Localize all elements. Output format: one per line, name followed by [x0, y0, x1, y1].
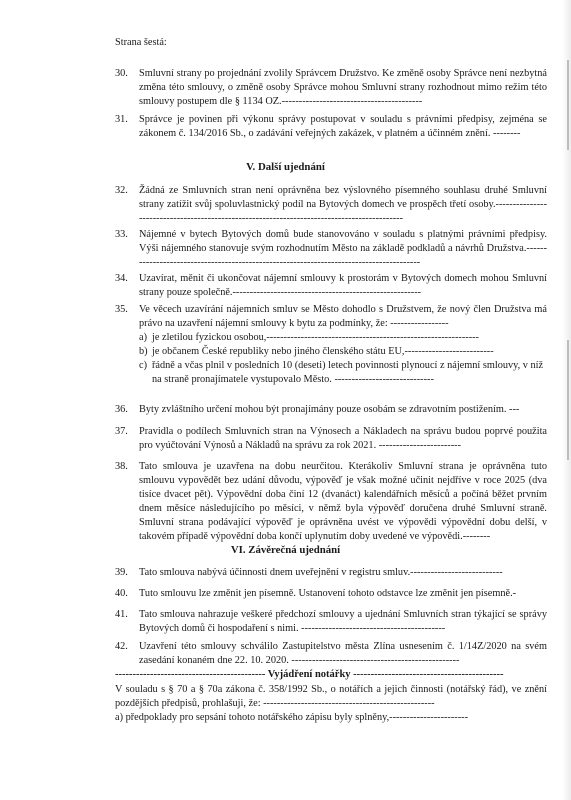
clause-text: Tato smlouva nabývá účinnosti dnem uveřejnění v registru smluv.--------------------------- — [139, 567, 503, 578]
clause-number: 37. — [115, 426, 128, 437]
clause-text: Žádná ze Smluvních stran není oprávněna bez výslovného písemného souhlasu druhé Smluvní strany zatížit svůj spoluvlastnický podíl na Bytových domech ve prospěch třetí osoby.-------------------------------------------------------------------------------------------- — [139, 185, 547, 224]
section-heading-v: V. Další ujednání — [246, 161, 325, 173]
clause-number: 32. — [115, 185, 128, 196]
clause-number: 34. — [115, 273, 128, 284]
clause-38 — [115, 460, 547, 544]
clause-36 — [115, 403, 547, 417]
clause-text: Ve věcech uzavírání nájemních smluv se Město dohodlo s Družstvem, že nový člen Družstva má právo na uzavření nájemní smlouvy k bytu za podmínky, že: ----------------- — [139, 304, 547, 329]
clause-number: 33. — [115, 229, 128, 240]
scan-edge-mark — [567, 60, 569, 150]
clause-number: 40. — [115, 588, 128, 599]
subitem-text: řádně a včas plnil v posledních 10 (deseti) letech povinnosti plynoucí z nájemní smlouvy, v níž na straně pronajímatele vystupovalo Město. ----------------------------- — [152, 360, 544, 385]
clause-text: Správce je povinen při výkonu správy postupovat v souladu s právními předpisy, zejména se zákonem č. 134/2016 Sb., o zadávání veřejných zakázek, v platném a účinném znění. -------- — [139, 114, 547, 139]
clause-text: Tuto smlouvu lze změnit jen písemně. Ustanovení tohoto odstavce lze změnit jen písemně.- — [139, 588, 517, 599]
clause-text: Tato smlouva nahrazuje veškeré předchozí smlouvy a ujednání Smluvních stran týkající se správy Bytových domů či hospodaření s nimi. ------------------------------------------ — [139, 609, 547, 634]
notary-body-text: V souladu s § 70 a § 70a zákona č. 358/1992 Sb., o notářích a jejich činnosti (notářský řád), ve znění pozdějších předpisů, prohlašuji, že: -------------------------------------------------- — [115, 684, 547, 709]
clause-number: 39. — [115, 567, 128, 578]
notary-statement — [115, 683, 547, 725]
clause-subitem-a — [139, 331, 547, 345]
clause-39 — [115, 566, 547, 580]
clause-number: 30. — [115, 68, 128, 79]
clause-30 — [115, 67, 547, 109]
clause-text: Uzavření této smlouvy schválilo Zastupitelstvo města Zlína usnesením č. 1/14Z/2020 na svém zasedání konaném dne 22. 10. 2020. ------------------------------------------------- — [139, 641, 547, 666]
page-label: Strana šestá: — [115, 37, 167, 48]
clause-number: 38. — [115, 461, 128, 472]
subitem-text: je občanem České republiky nebo jiného členského státu EU,-------------------------- — [152, 346, 494, 357]
clause-text: Pravidla o podílech Smluvních stran na Výnosech a Nákladech na správu budou poprvé použita pro vyúčtování Výnosů a Nákladů na správu za rok 2021. ------------------------ — [139, 426, 547, 451]
clause-number: 35. — [115, 304, 128, 315]
clause-32 — [115, 184, 547, 226]
subitem-label: c) — [139, 360, 147, 371]
clause-text: Smluvní strany po projednání zvolily Správcem Družstvo. Ke změně osoby Správce není nezbytná změna této smlouvy, o změně osoby Správce mohou Smluvní strany rozhodnout mimo režim této smlouvy postupem dle § 1134 OZ.----------------------------------------- — [139, 68, 547, 107]
clause-number: 41. — [115, 609, 128, 620]
notary-subitem-a: a) předpoklady pro sepsání tohoto notářského zápisu byly splněny,----------------------- — [115, 712, 469, 723]
clause-number: 31. — [115, 114, 128, 125]
clause-33 — [115, 228, 547, 270]
clause-subitem-c — [139, 359, 547, 387]
subitem-label: b) — [139, 346, 148, 357]
clause-40 — [115, 587, 547, 601]
clause-41 — [115, 608, 547, 636]
clause-42 — [115, 640, 547, 668]
clause-text: Byty zvláštního určení mohou být pronajímány pouze osobám se zdravotním postižením. --- — [139, 404, 520, 415]
clause-text: Uzavírat, měnit či ukončovat nájemní smlouvy k prostorám v Bytových domech mohou Smluvní strany pouze společně.------------------------------------------------------- — [139, 273, 547, 298]
clause-35 — [115, 303, 547, 387]
clause-number: 36. — [115, 404, 128, 415]
notary-heading: ------------------------------------------- Vyjádření notářky ------------------------------------------- — [115, 669, 504, 680]
clause-text: Nájemné v bytech Bytových domů bude stanovováno v souladu s platnými právními předpisy. Výši nájemného stanovuje svým rozhodnutím Město na základě podkladů a návrhů Družstva.---------------------------------------------------------------------------------------- — [139, 229, 547, 268]
clause-37 — [115, 425, 547, 453]
clause-31 — [115, 113, 547, 141]
section-heading-vi: VI. Závěrečná ujednání — [230, 544, 341, 556]
subitem-label: a) — [139, 332, 147, 343]
clause-subitem-b — [139, 345, 547, 359]
subitem-text: je zletilou fyzickou osobou,-------------------------------------------------------------- — [152, 332, 479, 343]
clause-text: Tato smlouva je uzavřena na dobu neurčitou. Kterákoliv Smluvní strana je oprávněna tuto smlouvu vypovědět bez udání důvodu, výpověď je však možné učinit nejdříve v roce 2025 (dva tisíce dvacet pět). Výpovědní doba činí 12 (dvanáct) kalendářních měsíců a počíná běžet prvním dnem měsíce následujícího po měsíci, v němž byla výpověď doručena druhé Smluvní straně. Smluvní strana podávající výpověď je oprávněna uvést ve výpovědi výpovědní dobu delší, v takovém případě výpovědní doba končí uplynutím doby uvedené ve výpovědi.-------- — [139, 461, 547, 542]
clause-34 — [115, 272, 547, 300]
clause-number: 42. — [115, 641, 128, 652]
scan-edge-mark — [567, 340, 569, 460]
